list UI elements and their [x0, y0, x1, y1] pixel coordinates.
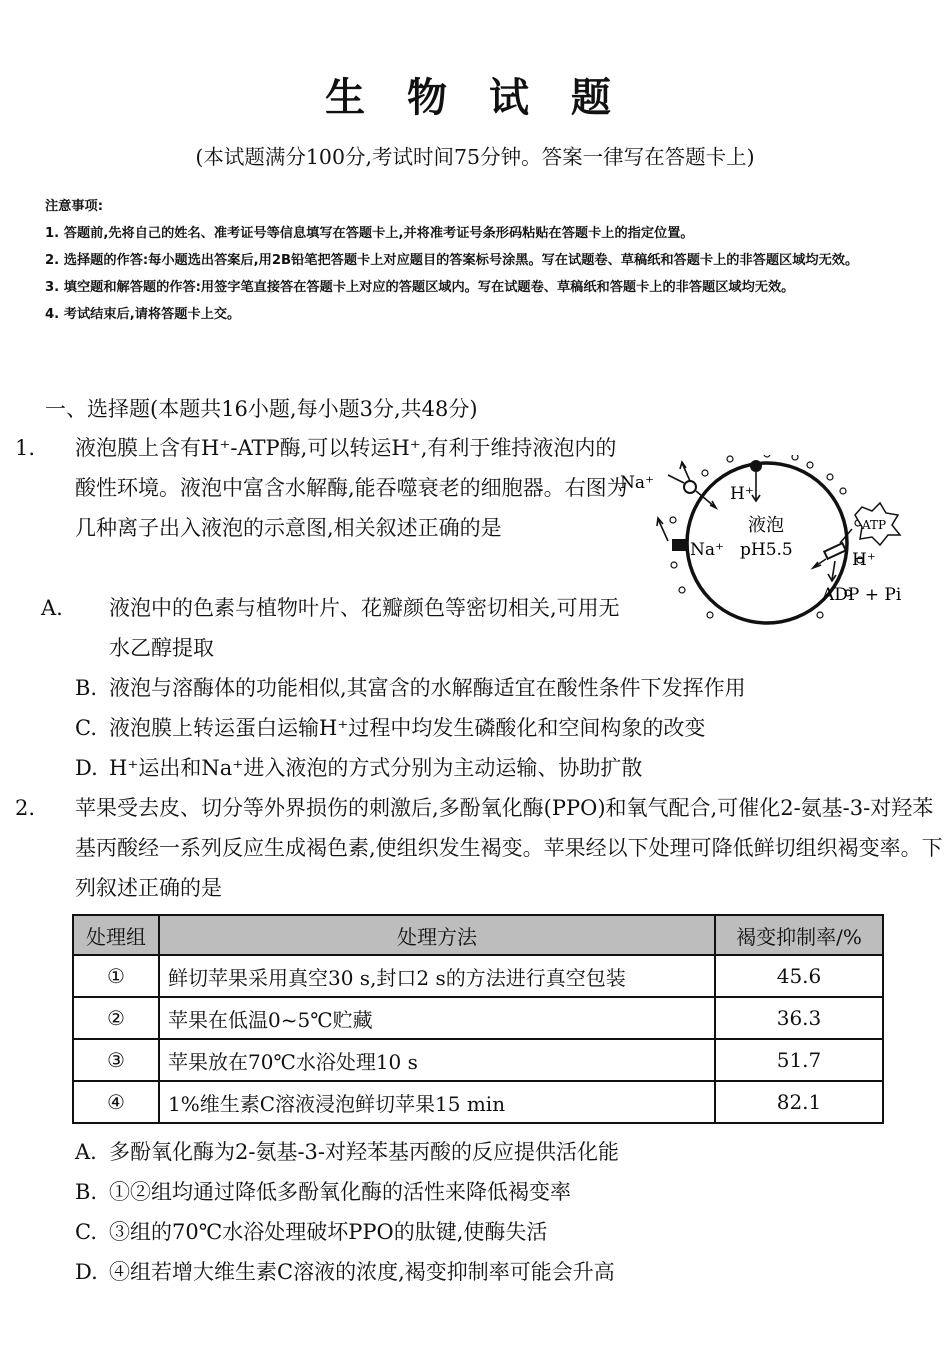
- note-item: 1. 答题前,先将自己的姓名、准考证号等信息填写在答题卡上,并将准考证号条形码粘贴在答题卡上的指定位置。: [45, 226, 694, 241]
- q2-options: [75, 1132, 619, 1292]
- label-h-right: H⁺: [852, 550, 876, 570]
- label-h-out: H⁺: [730, 484, 754, 504]
- notes-heading: 注意事项:: [45, 199, 104, 214]
- question-stem: 液泡膜上含有H⁺-ATP酶,可以转运H⁺,有利于维持液泡内的酸性环境。液泡中富含水解酶,能吞噬衰老的细胞器。右图为几种离子出入液泡的示意图,相关叙述正确的是: [75, 436, 628, 540]
- note-item: 3. 填空题和解答题的作答:用签字笔直接答在答题卡上对应的答题区域内。写在试题卷、草稿纸和答题卡上的非答题区域均无效。: [45, 280, 795, 295]
- label-adp: ADP + Pi: [822, 585, 902, 605]
- q2-option-b: B. ①②组均通过降低多酚氧化酶的活性来降低褐变率: [75, 1180, 571, 1204]
- table-header-row: 处理组 处理方法 褐变抑制率/%: [73, 915, 883, 955]
- h-atpase-pump: [824, 543, 846, 559]
- note-item: 4. 考试结束后,请将答题卡上交。: [45, 307, 241, 322]
- table-row: ② 苹果在低温0~5℃贮藏 36.3: [73, 997, 883, 1039]
- question-2: [15, 788, 950, 908]
- label-na-out: Na⁺: [620, 473, 654, 493]
- q2-option-c: C. ③组的70℃水浴处理破坏PPO的肽键,使酶失活: [75, 1220, 548, 1244]
- vacuole-ion-diagram: [610, 455, 920, 625]
- label-ph: pH5.5: [740, 540, 793, 560]
- question-1: [15, 428, 630, 548]
- exam-subtitle: (本试题满分100分,考试时间75分钟。答案一律写在答题卡上): [195, 145, 755, 169]
- table-row: ④ 1%维生素C溶液浸泡鲜切苹果15 min 82.1: [73, 1081, 883, 1123]
- table-row: ① 鲜切苹果采用真空30 s,封口2 s的方法进行真空包装 45.6: [73, 955, 883, 997]
- na-channel: [672, 539, 686, 551]
- channel-top: [750, 460, 762, 472]
- page-title: 生 物 试 题: [325, 74, 625, 121]
- question-number: 2.: [15, 796, 36, 820]
- q1-option-b: B. 液泡与溶酶体的功能相似,其富含的水解酶适宜在酸性条件下发挥作用: [75, 676, 746, 700]
- treatment-table: [72, 914, 884, 1124]
- note-item: 2. 选择题的作答:每小题选出答案后,用2B铅笔把答题卡上对应题目的答案标号涂黑。写在试题卷、草稿纸和答题卡上的非答题区域均无效。: [45, 253, 859, 268]
- question-number: 1.: [15, 436, 36, 460]
- label-vacuole: 液泡: [748, 515, 784, 536]
- q1-option-c: C. 液泡膜上转运蛋白运输H⁺过程中均发生磷酸化和空间构象的改变: [75, 716, 706, 740]
- q2-option-d: D. ④组若增大维生素C溶液的浓度,褐变抑制率可能会升高: [75, 1260, 615, 1284]
- label-atp: ATP: [862, 518, 887, 532]
- question-stem: 苹果受去皮、切分等外界损伤的刺激后,多酚氧化酶(PPO)和氧气配合,可催化2-氨基-3-对羟苯基丙酸经一系列反应生成褐色素,使组织发生褐变。苹果经以下处理可降低鲜切组织褐变率。下列叙述正确的是: [75, 796, 943, 900]
- section-heading: 一、选择题(本题共16小题,每小题3分,共48分): [45, 397, 478, 421]
- q1-option-d: D. H⁺运出和Na⁺进入液泡的方式分别为主动运输、协助扩散: [75, 756, 643, 780]
- label-na-in: Na⁺: [690, 540, 724, 560]
- table-row: ③ 苹果放在70℃水浴处理10 s 51.7: [73, 1039, 883, 1081]
- q1-option-a: A. 液泡中的色素与植物叶片、花瓣颜色等密切相关,可用无水乙醇提取: [41, 596, 620, 660]
- antiporter: [684, 481, 696, 493]
- notes-section: [45, 193, 920, 328]
- q2-option-a: A. 多酚氧化酶为2-氨基-3-对羟苯基丙酸的反应提供活化能: [75, 1140, 620, 1164]
